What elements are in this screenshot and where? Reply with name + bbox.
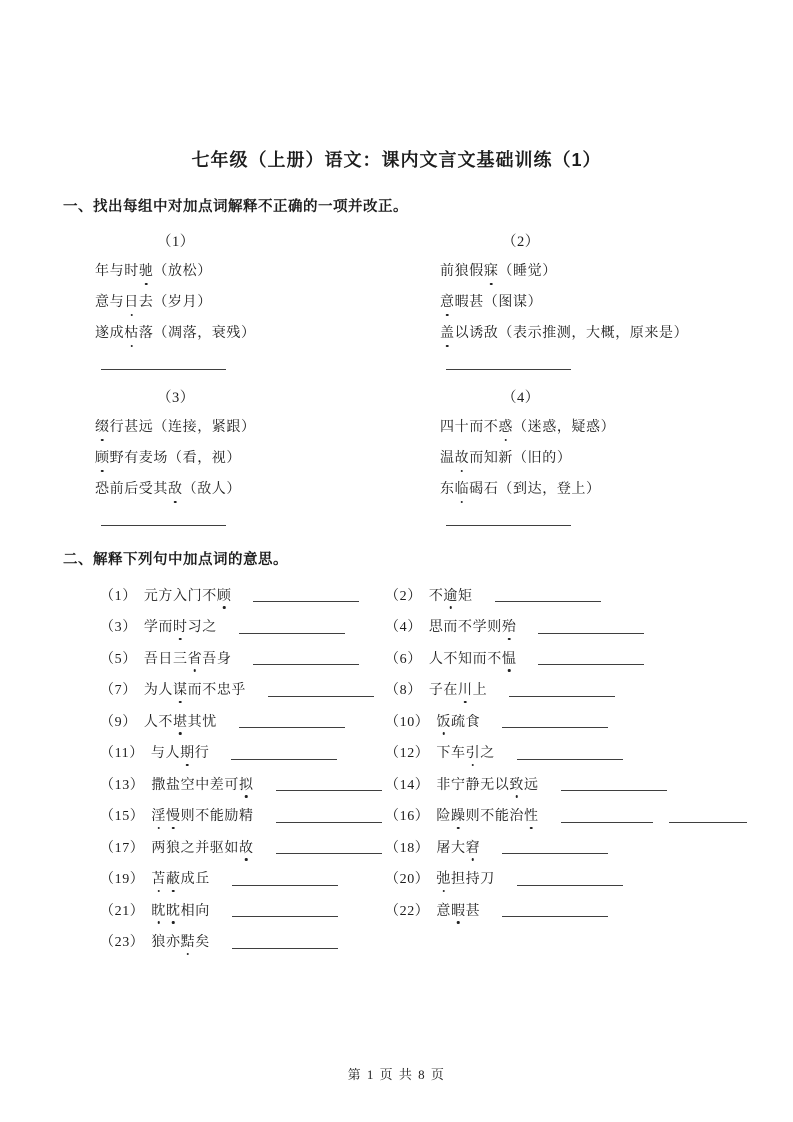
item-label: （12） (385, 746, 430, 762)
group-label: （1） (157, 234, 195, 250)
exercise-item (100, 863, 385, 895)
phrase-text: 眈眈相向 (151, 900, 209, 920)
answer-blank (669, 822, 747, 823)
phrase-line: 温故而知新（旧的） (440, 451, 572, 466)
section-two-heading: 二、解释下列句中加点词的意思。 (63, 552, 288, 568)
word-group (95, 230, 440, 370)
dotted-char: 苫 (151, 868, 166, 888)
answer-blank (517, 885, 623, 886)
exercise-item (385, 611, 793, 643)
item-label: （19） (100, 872, 145, 888)
exercise-item (385, 768, 793, 800)
item-label: （13） (100, 777, 145, 793)
answer-blank (538, 633, 644, 634)
dotted-char: 殆 (502, 616, 517, 636)
phrase-text: 学而时习之 (144, 616, 217, 636)
exercise-item (385, 863, 793, 895)
item-label: （15） (100, 809, 145, 825)
item-label: （2） (385, 588, 422, 604)
dotted-char: 临 (454, 482, 470, 497)
exercise-item (100, 800, 385, 832)
dotted-char: 淫 (151, 805, 166, 825)
answer-blank (239, 633, 345, 634)
answer-blank (232, 916, 338, 917)
answer-blank (502, 916, 608, 917)
exercise-item (100, 894, 385, 926)
phrase-text: 苫蔽成丘 (151, 868, 209, 888)
phrase-text: 吾日三省吾身 (144, 648, 232, 668)
dotted-char: 省 (188, 648, 203, 668)
item-label: （21） (100, 903, 145, 919)
answer-blank (446, 369, 571, 370)
item-label: （22） (385, 903, 430, 919)
dotted-char: 躁 (451, 805, 466, 825)
dotted-char: 顾 (217, 585, 232, 605)
answer-blank (276, 853, 382, 854)
page-footer: 第 1 页 共 8 页 (347, 1067, 446, 1082)
document-title: 七年级（上册）语文：课内文言文基础训练（1） (191, 150, 602, 170)
phrase-text: 狼亦黠矣 (151, 931, 209, 951)
answer-blank (101, 369, 226, 370)
item-label: （6） (385, 651, 422, 667)
dotted-char: 缀 (95, 420, 110, 435)
item-label: （9） (100, 714, 137, 730)
phrase-line: 顾野有麦场（看，视） (95, 451, 242, 466)
exercise-item (385, 894, 793, 926)
answer-blank (446, 525, 571, 526)
exercise-item (100, 768, 385, 800)
dotted-char: 堪 (173, 711, 188, 731)
exercise-item (100, 926, 385, 958)
phrase-line: 恐前后受其敌（敌人） (95, 482, 242, 497)
dotted-char: 枯 (124, 326, 139, 341)
dotted-char: 眈 (151, 900, 166, 920)
section-one-groups (0, 230, 793, 526)
group-label: （2） (502, 234, 540, 250)
phrase-text: 两狼之并驱如故 (151, 837, 253, 857)
item-label: （11） (100, 746, 144, 762)
exercise-item (385, 705, 793, 737)
item-label: （17） (100, 840, 145, 856)
dotted-char: 逾 (443, 585, 458, 605)
phrase-text: 元方入门不顾 (144, 585, 232, 605)
item-label: （23） (100, 935, 145, 951)
item-label: （5） (100, 651, 137, 667)
answer-blank (239, 727, 345, 728)
exercise-item (385, 800, 793, 832)
exercise-item (385, 579, 793, 611)
dotted-char: 饭 (436, 711, 451, 731)
dotted-char: 时 (173, 616, 188, 636)
answer-blank (101, 525, 226, 526)
item-label: （1） (100, 588, 137, 604)
dotted-char: 惑 (498, 420, 514, 435)
phrase-line: 盖以诱敌（表示推测，大概，原来是） (440, 326, 689, 341)
dotted-char: 盖 (440, 326, 455, 341)
dotted-char: 引 (466, 742, 481, 762)
phrase-text: 意暇甚 (436, 900, 480, 920)
dotted-char: 窘 (466, 837, 481, 857)
phrase-line: 缀行甚远（连接，紧跟） (95, 420, 256, 435)
answer-blank (502, 727, 608, 728)
exercise-item (100, 674, 385, 706)
phrase-line: 意与日去（岁月） (95, 295, 212, 310)
phrase-text: 下车引之 (436, 742, 494, 762)
answer-blank (502, 853, 608, 854)
answer-blank (253, 664, 359, 665)
answer-blank (232, 885, 338, 886)
answer-blank (517, 759, 623, 760)
dotted-char: 期 (180, 742, 195, 762)
answer-blank (253, 601, 359, 602)
answer-blank (276, 822, 382, 823)
word-group (440, 230, 793, 370)
phrase-text: 饭疏食 (436, 711, 480, 731)
phrase-line: 遂成枯落（凋落，衰残） (95, 326, 256, 341)
phrase-text: 不逾矩 (429, 585, 473, 605)
answer-blank (268, 696, 374, 697)
dotted-char: 黠 (181, 931, 196, 951)
phrase-text: 弛担持刀 (436, 868, 494, 888)
dotted-char: 驰 (138, 264, 154, 279)
exercise-item (100, 611, 385, 643)
group-label: （3） (157, 390, 195, 406)
dotted-char: 拟 (239, 774, 254, 794)
answer-blank (538, 664, 644, 665)
answer-blank (276, 790, 382, 791)
dotted-char: 蔽 (166, 868, 181, 888)
exercise-item (385, 831, 793, 863)
exercise-item (385, 642, 793, 674)
item-label: （20） (385, 872, 430, 888)
phrase-text: 为人谋而不忠乎 (144, 679, 246, 699)
dotted-char: 日 (124, 295, 139, 310)
phrase-line: 东临碣石（到达，登上） (440, 482, 601, 497)
exercise-item (100, 737, 385, 769)
section-one-heading: 一、找出每组中对加点词解释不正确的一项并改正。 (63, 199, 408, 215)
phrase-text: 淫慢则不能励精 (151, 805, 253, 825)
item-label: （7） (100, 683, 137, 699)
phrase-text: 与人期行 (151, 742, 209, 762)
dotted-char: 弛 (436, 868, 451, 888)
item-label: （10） (385, 714, 430, 730)
exercise-item (100, 579, 385, 611)
phrase-text: 屠大窘 (436, 837, 480, 857)
exercise-item (100, 705, 385, 737)
word-group (440, 386, 793, 526)
dotted-char: 谋 (173, 679, 188, 699)
answer-blank (232, 948, 338, 949)
phrase-text: 子在川上 (429, 679, 487, 699)
dotted-char: 顾 (95, 451, 110, 466)
dotted-char: 暇 (451, 900, 466, 920)
phrase-line: 前狼假寐（睡觉） (440, 264, 557, 279)
item-label: （8） (385, 683, 422, 699)
phrase-text: 人不知而不愠 (429, 648, 517, 668)
dotted-char: 性 (524, 805, 539, 825)
phrase-text: 人不堪其忧 (144, 711, 217, 731)
item-label: （14） (385, 777, 430, 793)
answer-blank (509, 696, 615, 697)
answer-blank (495, 601, 601, 602)
dotted-char: 眈 (166, 900, 181, 920)
section-two-items (0, 579, 793, 957)
phrase-text: 思而不学则殆 (429, 616, 517, 636)
dotted-char: 川 (458, 679, 473, 699)
phrase-line: 四十而不惑（迷惑，疑惑） (440, 420, 616, 435)
phrase-text: 撒盐空中差可拟 (151, 774, 253, 794)
phrase-line: 意暇甚（图谋） (440, 295, 543, 310)
exercise-item (100, 831, 385, 863)
answer-blank (561, 790, 667, 791)
dotted-char: 致 (509, 774, 524, 794)
exercise-item (100, 642, 385, 674)
answer-blank (561, 822, 653, 823)
dotted-char: 故 (454, 451, 470, 466)
phrase-text: 非宁静无以致远 (436, 774, 538, 794)
dotted-char: 敌 (168, 482, 183, 497)
item-label: （4） (385, 620, 422, 636)
dotted-char: 慢 (166, 805, 181, 825)
phrase-line: 年与时驰（放松） (95, 264, 212, 279)
word-group (95, 386, 440, 526)
exercise-item (385, 737, 793, 769)
answer-blank (231, 759, 337, 760)
group-label: （4） (502, 390, 540, 406)
item-label: （3） (100, 620, 137, 636)
item-label: （18） (385, 840, 430, 856)
exercise-item (385, 674, 793, 706)
phrase-text: 险躁则不能治性 (436, 805, 538, 825)
dotted-char: 意 (440, 295, 455, 310)
item-label: （16） (385, 809, 430, 825)
dotted-char: 故 (239, 837, 254, 857)
dotted-char: 愠 (502, 648, 517, 668)
dotted-char: 寐 (483, 264, 499, 279)
